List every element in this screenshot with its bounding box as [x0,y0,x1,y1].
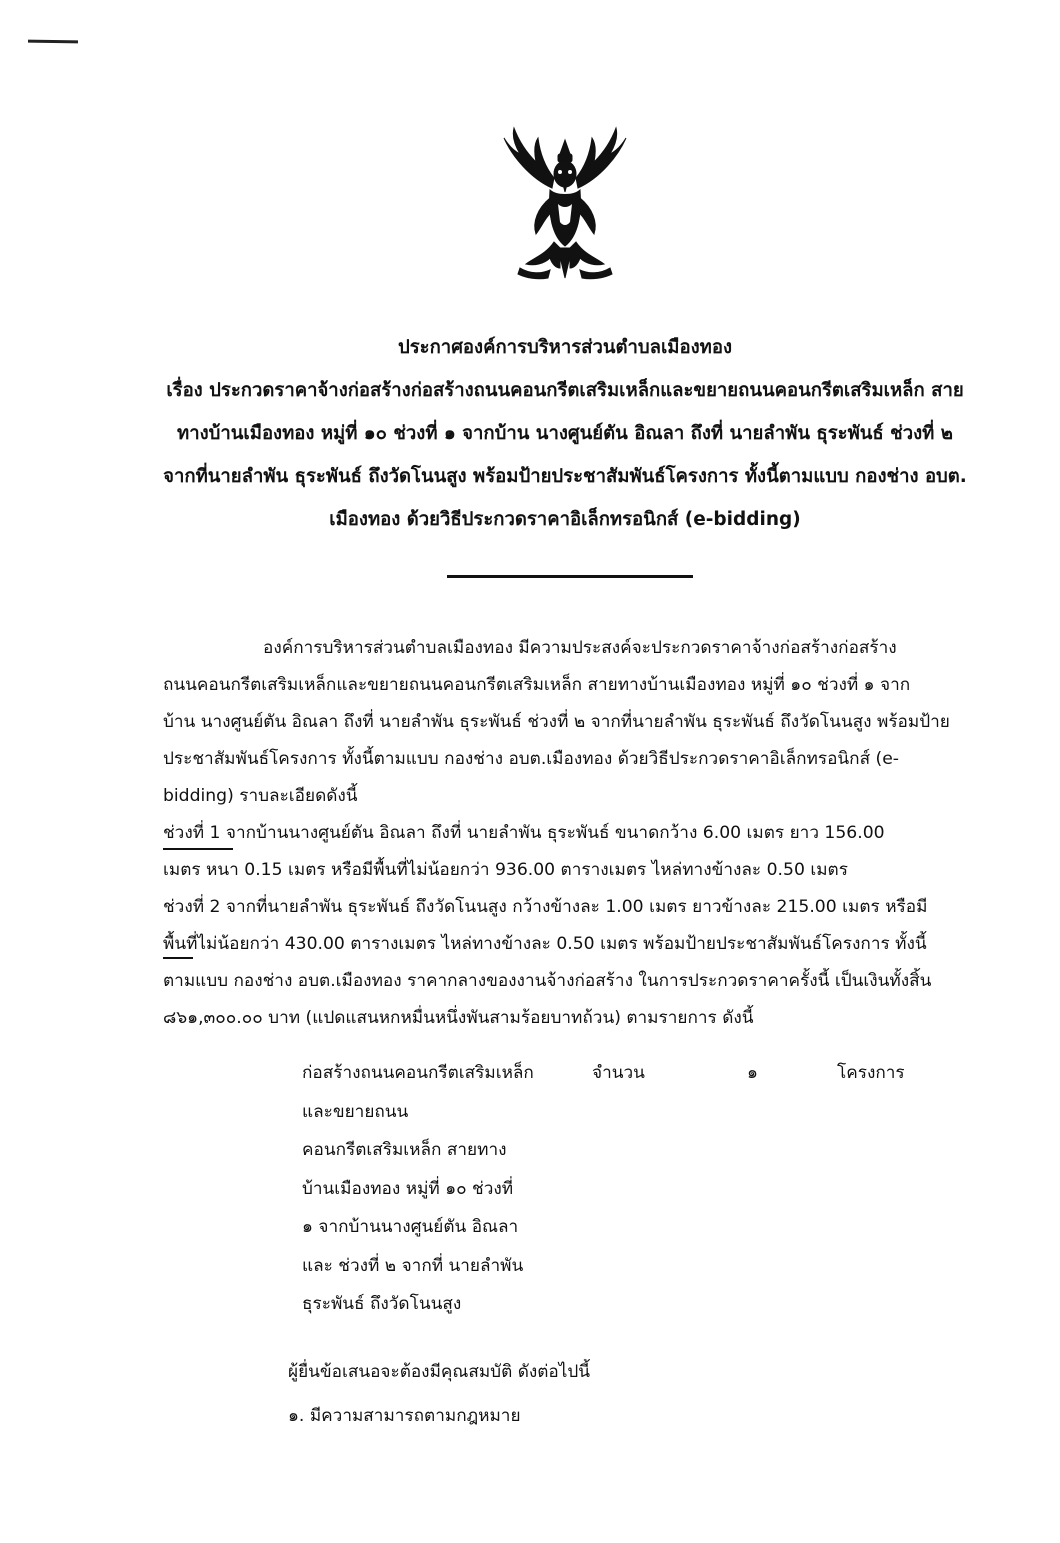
qualifications [288,1350,968,1438]
body-line [163,926,963,963]
body-line: เมตร หนา 0.15 เมตร หรือมีพื้นที่ไม่น้อยกว่า 936.00 ตารางเมตร ไหล่ทางข้างละ 0.50 เมตร [163,860,848,880]
item-description-line: ธุระพันธ์ ถึงวัดโนนสูง [302,1294,462,1314]
announcement-header [150,326,980,541]
section-1-underline [163,848,233,850]
qualifications-heading: ผู้ยื่นข้อเสนอจะต้องมีคุณสมบัติ ดังต่อไปนี้ [288,1362,591,1382]
header-subject-line: ทางบ้านเมืองทอง หมู่ที่ ๑๐ ช่วงที่ ๑ จากบ้าน นางศูนย์ตัน อิณลา ถึงที่ นายลำพัน ธุระพันธ์ ช่วงที่ ๒ [177,423,953,444]
header-subject-line: จากที่นายลำพัน ธุระพันธ์ ถึงวัดโนนสูง พร้อมป้ายประชาสัมพันธ์โครงการ ทั้งนี้ตามแบบ กองช่าง อบต. [163,466,967,487]
garuda-emblem-icon [490,118,640,288]
item-description-line: คอนกรีตเสริมเหล็ก สายทาง [302,1140,507,1160]
section-1-line [163,815,963,852]
body-line: ประชาสัมพันธ์โครงการ ทั้งนี้ตามแบบ กองช่าง อบต.เมืองทอง ด้วยวิธีประกวดราคาอิเล็กทรอนิกส์ (e- [163,749,899,769]
section-2-line: ช่วงที่ 2 จากที่นายลำพัน ธุระพันธ์ ถึงวัดโนนสูง กว้างข้างละ 1.00 เมตร ยาวข้างละ 215.00 เมตร หรือมี [163,897,928,917]
item-row [302,1054,962,1093]
header-subject-line: เรื่อง ประกวดราคาจ้างก่อสร้างก่อสร้างถนนคอนกรีตเสริมเหล็กและขยายถนนคอนกรีตเสริมเหล็ก สาย [166,380,964,401]
item-description-line: และ ช่วงที่ ๒ จากที่ นายลำพัน [302,1255,524,1276]
item-list [302,1054,962,1324]
body-line: ตามแบบ กองช่าง อบต.เมืองทอง ราคากลางของงานจ้างก่อสร้าง ในการประกวดราคาครั้งนี้ เป็นเงินทั้งสิ้น [163,971,932,991]
header-divider [447,575,693,578]
section-1-text: ช่วงที่ 1 จากบ้านนางศูนย์ตัน อิณลา ถึงที่ นายลำพัน ธุระพันธ์ ขนาดกว้าง 6.00 เมตร ยาว 156.00 [163,823,885,843]
item-qty: ๑ [747,1063,758,1083]
area-underline [163,957,193,959]
body-line: bidding) ราบละเอียดดังนี้ [163,786,358,806]
item-description-line: ๑ จากบ้านนางศูนย์ตัน อิณลา [302,1217,519,1237]
item-unit: โครงการ [837,1063,905,1083]
qualification-item: ๑. มีความสามารถตามกฎหมาย [288,1406,521,1426]
body-line: บ้าน นางศูนย์ตัน อิณลา ถึงที่ นายลำพัน ธุระพันธ์ ช่วงที่ ๒ จากที่นายลำพัน ธุระพันธ์ ถึงวัดโนนสูง พร้อมป้าย [163,712,950,732]
body-line: องค์การบริหารส่วนตำบลเมืองทอง มีความประสงค์จะประกวดราคาจ้างก่อสร้างก่อสร้าง [263,638,897,658]
total-price-line: ๘๖๑,๓๐๐.๐๐ บาท (แปดแสนหกหมื่นหนึ่งพันสามร้อยบาทถ้วน) ตามรายการ ดังนี้ [163,1008,754,1028]
body-line-text: พื้นที่ไม่น้อยกว่า 430.00 ตารางเมตร ไหล่ทางข้างละ 0.50 เมตร พร้อมป้ายประชาสัมพันธ์โครงการ ทั้งนี้ [163,934,927,954]
header-title: ประกาศองค์การบริหารส่วนตำบลเมืองทอง [397,337,732,358]
item-description: ก่อสร้างถนนคอนกรีตเสริมเหล็ก [302,1063,534,1083]
corner-mark [28,40,78,44]
body-line: ถนนคอนกรีตเสริมเหล็กและขยายถนนคอนกรีตเสริมเหล็ก สายทางบ้านเมืองทอง หมู่ที่ ๑๐ ช่วงที่ ๑ จาก [163,675,911,695]
header-subject-line: เมืองทอง ด้วยวิธีประกวดราคาอิเล็กทรอนิกส์ (e-bidding) [329,509,801,530]
announcement-body [163,630,963,1037]
item-description-line: บ้านเมืองทอง หมู่ที่ ๑๐ ช่วงที่ [302,1178,514,1199]
item-qty-label: จำนวน [592,1063,645,1083]
item-description-line: และขยายถนน [302,1101,409,1122]
